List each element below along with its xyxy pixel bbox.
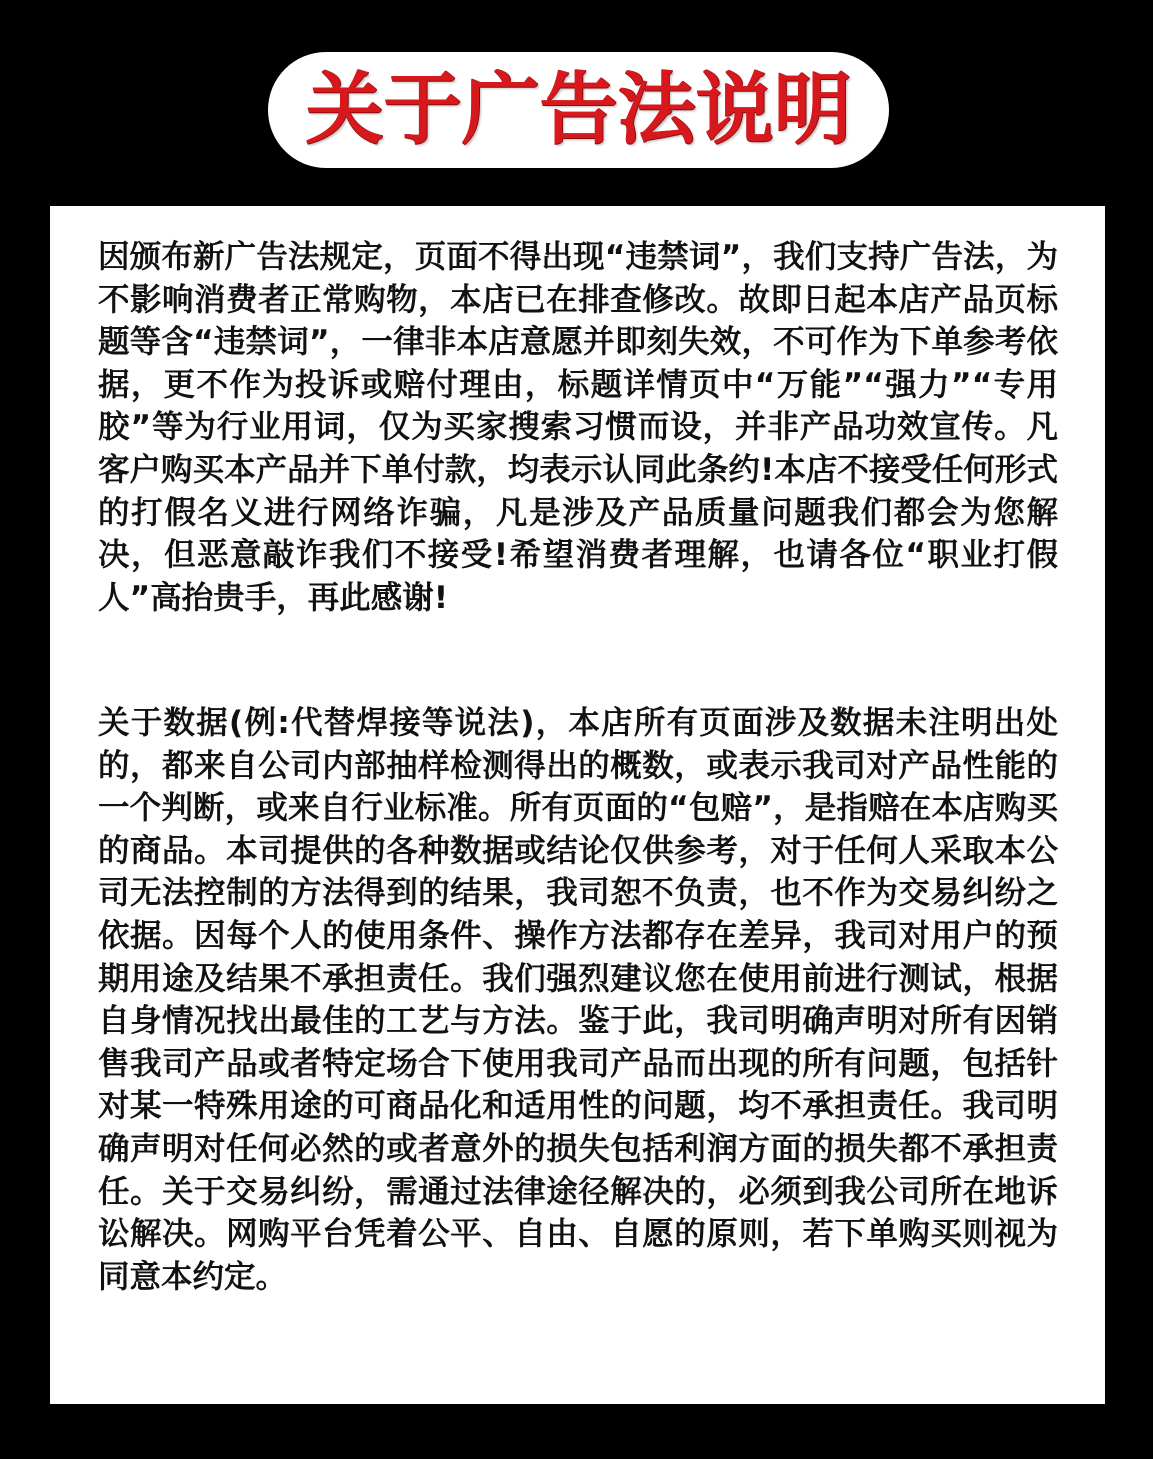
notice-paragraph-data-disclaimer: 关于数据(例:代替焊接等说法)，本店所有页面涉及数据未注明出处的，都来自公司内部抽样检测得出的概数，或表示我司对产品性能的一个判断，或来自行业标准。所有页面的“包赔”，是指赔在本店购买的商品。本司提供的各种数据或结论仅供参考，对于任何人采取本公司无法控制的方法得到的结果，我司恕不负责，也不作为交易纠纷之依据。因每个人的使用条件、操作方法都存在差异，我司对用户的预期用途及结果不承担责任。我们强烈建议您在使用前进行测试，根据自身情况找出最佳的工艺与方法。鉴于此，我司明确声明对所有因销售我司产品或者特定场合下使用我司产品而出现的所有问题，包括针对某一特殊用途的可商品化和适用性的问题，均不承担责任。我司明确声明对任何必然的或者意外的损失包括利润方面的损失都不承担责任。关于交易纠纷，需通过法律途径解决的，必须到我公司所在地诉讼解决。网购平台凭着公平、自由、自愿的原则，若下单购买则视为同意本约定。	[98, 705, 1058, 1295]
title-banner	[268, 52, 889, 168]
page-title: 关于广告法说明	[305, 65, 852, 155]
notice-paragraph-ad-law: 因颁布新广告法规定，页面不得出现“违禁词”，我们支持广告法，为不影响消费者正常购物，本店已在排查修改。故即日起本店产品页标题等含“违禁词”，一律非本店意愿并即刻失效，不可作为下单参考依据，更不作为投诉或赔付理由，标题详情页中“万能”“强力”“专用胶”等为行业用词，仅为买家搜索习惯而设，并非产品功效宣传。凡客户购买本产品并下单付款，均表示认同此条约!本店不接受任何形式的打假名义进行网络诈骗，凡是涉及产品质量问题我们都会为您解决，但恶意敲诈我们不接受!希望消费者理解，也请各位“职业打假人”高抬贵手，再此感谢!	[98, 239, 1058, 616]
notice-panel	[50, 206, 1105, 1404]
